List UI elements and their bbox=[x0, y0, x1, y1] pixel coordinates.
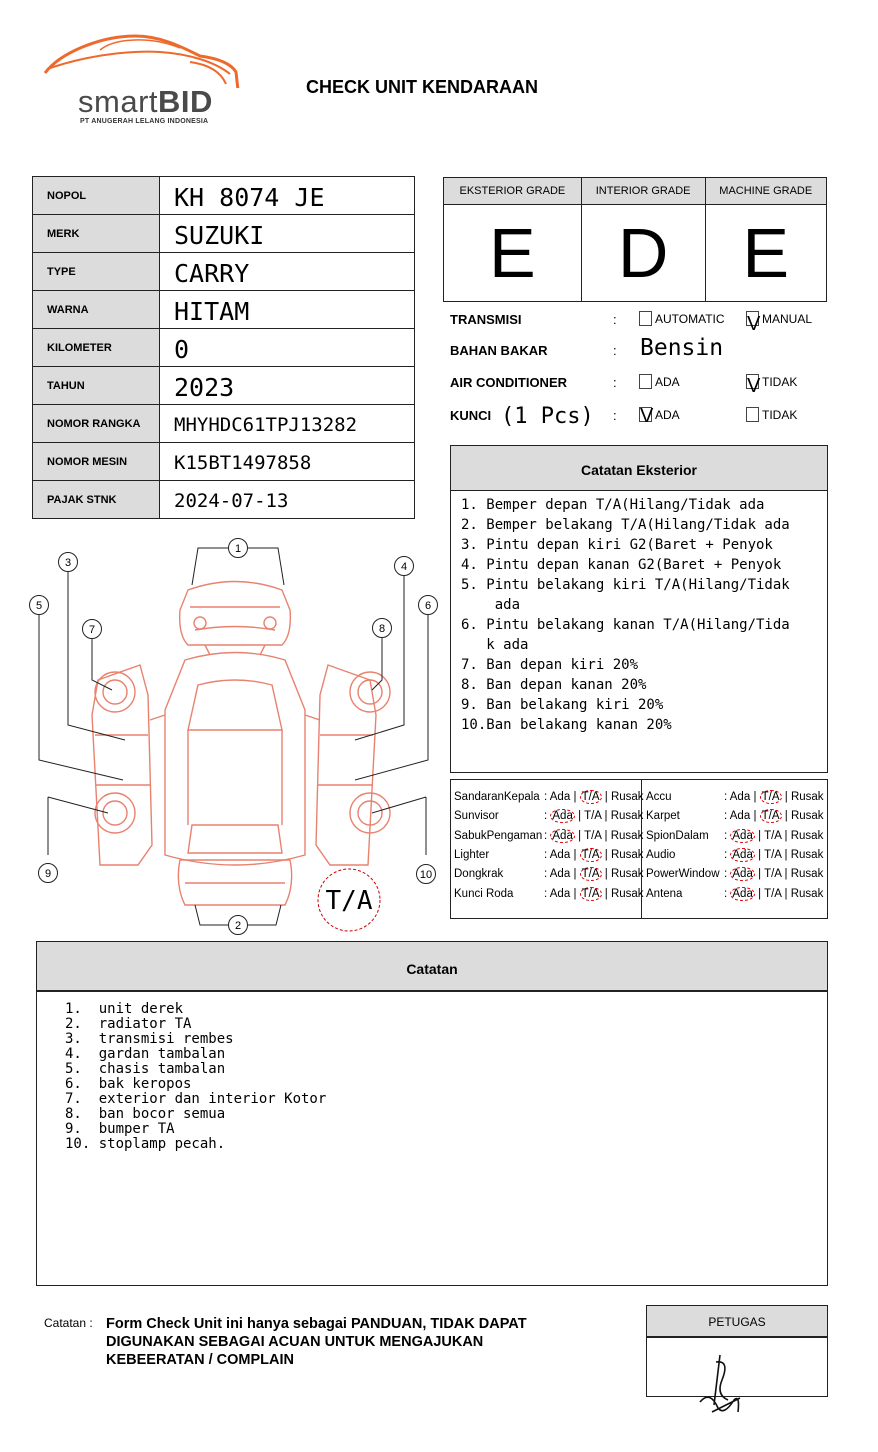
list-item: 8. Ban depan kanan 20% bbox=[461, 677, 647, 693]
option-ada[interactable]: Ada bbox=[549, 887, 571, 900]
spec-bahan-bakar bbox=[443, 337, 827, 365]
option-rusak[interactable]: Rusak bbox=[610, 887, 644, 900]
option-separator: | bbox=[753, 810, 757, 823]
logo-subtitle: PT ANUGERAH LELANG INDONESIA bbox=[80, 118, 209, 125]
accessory-options: : Ada | T/A | Rusak bbox=[724, 791, 824, 803]
spec-kunci bbox=[443, 402, 827, 430]
info-row bbox=[33, 367, 415, 405]
option-ada[interactable]: Ada bbox=[732, 887, 753, 900]
info-value: 0 bbox=[160, 329, 415, 367]
option-separator: | bbox=[758, 848, 762, 861]
option-ada[interactable]: Ada bbox=[732, 848, 753, 861]
info-value: KH 8074 JE bbox=[160, 177, 415, 215]
option-separator: | bbox=[758, 829, 762, 842]
info-label: TAHUN bbox=[33, 367, 160, 405]
info-value: MHYHDC61TPJ13282 bbox=[160, 405, 415, 443]
spec-label: AIR CONDITIONER bbox=[450, 375, 567, 390]
info-row bbox=[33, 215, 415, 253]
ac-tidak-label: TIDAK bbox=[762, 375, 798, 389]
list-item: 2. Bemper belakang T/A(Hilang/Tidak ada bbox=[461, 517, 790, 533]
option-separator: | bbox=[758, 887, 762, 900]
option-ada[interactable]: Ada bbox=[732, 868, 753, 881]
option-separator: | bbox=[604, 810, 608, 823]
info-row bbox=[33, 405, 415, 443]
option-separator: | bbox=[573, 848, 577, 861]
accessory-name: PowerWindow bbox=[646, 868, 720, 881]
list-item: 6. Pintu belakang kanan T/A(Hilang/Tida bbox=[461, 617, 790, 633]
option-ada[interactable]: Ada bbox=[549, 791, 571, 803]
accessory-name: Antena bbox=[646, 887, 683, 900]
option-ta[interactable]: T/A bbox=[581, 848, 600, 861]
automatic-label: AUTOMATIC bbox=[655, 312, 725, 326]
list-item: 1. unit derek bbox=[65, 1001, 184, 1017]
info-value: 2023 bbox=[160, 367, 415, 405]
kunci-ada-check-mark: V bbox=[640, 405, 654, 427]
option-separator: | bbox=[784, 810, 788, 823]
accessory-options: : Ada | T/A | Rusak bbox=[724, 868, 824, 881]
option-ada[interactable]: Ada bbox=[552, 810, 573, 823]
option-separator: | bbox=[604, 848, 608, 861]
marker-label: 3 bbox=[64, 557, 72, 569]
car-swoosh-icon bbox=[40, 28, 250, 88]
marker-label: 4 bbox=[400, 561, 408, 573]
option-separator: | bbox=[578, 829, 582, 842]
option-rusak[interactable]: Rusak bbox=[790, 810, 824, 823]
accessory-options: : Ada | T/A | Rusak bbox=[544, 791, 644, 803]
grade-value-interior: D bbox=[581, 205, 705, 302]
option-separator: | bbox=[573, 791, 577, 803]
accessory-name: Karpet bbox=[646, 810, 680, 823]
notes-title: Catatan bbox=[37, 942, 827, 992]
vehicle-info-table bbox=[32, 176, 415, 519]
diagram-markers bbox=[30, 539, 438, 935]
list-item: 5. chasis tambalan bbox=[65, 1061, 226, 1077]
option-ta[interactable]: T/A bbox=[584, 810, 602, 823]
footer-disclaimer: Form Check Unit ini hanya sebagai PANDUAN, TIDAK DAPAT DIGUNAKAN SEBAGAI ACUAN UNTUK MENGAJUKAN KEBEERATAN / COMPLAIN bbox=[106, 1316, 527, 1368]
list-item: ada bbox=[461, 597, 521, 613]
accessory-name: Audio bbox=[646, 848, 676, 861]
accessory-name: SandaranKepala bbox=[454, 791, 540, 803]
option-separator: | bbox=[578, 810, 582, 823]
kunci-ada-label: ADA bbox=[655, 408, 680, 422]
info-row bbox=[33, 481, 415, 519]
kunci-tidak-checkbox[interactable] bbox=[746, 407, 759, 422]
option-ada[interactable]: Ada bbox=[549, 868, 571, 881]
option-separator: | bbox=[753, 791, 757, 803]
accessory-options: : Ada | T/A | Rusak bbox=[544, 829, 644, 842]
manual-check-mark: V bbox=[747, 313, 761, 335]
footer-label: Catatan : bbox=[44, 1316, 93, 1330]
signature-icon bbox=[690, 1350, 760, 1420]
spec-transmisi bbox=[443, 306, 827, 334]
accessory-options: : Ada | T/A | Rusak bbox=[544, 887, 644, 900]
option-separator: | bbox=[784, 887, 788, 900]
info-row bbox=[33, 291, 415, 329]
option-rusak[interactable]: Rusak bbox=[610, 868, 644, 881]
option-separator: | bbox=[573, 868, 577, 881]
info-row bbox=[33, 177, 415, 215]
info-label: TYPE bbox=[33, 253, 160, 291]
option-ta[interactable]: T/A bbox=[581, 887, 600, 900]
option-rusak[interactable]: Rusak bbox=[610, 829, 644, 842]
option-rusak[interactable]: Rusak bbox=[790, 791, 824, 803]
list-item: 5. Pintu belakang kiri T/A(Hilang/Tidak bbox=[461, 577, 790, 593]
option-separator: | bbox=[573, 887, 577, 900]
option-separator: | bbox=[784, 868, 788, 881]
info-row bbox=[33, 329, 415, 367]
list-item: 9. Ban belakang kiri 20% bbox=[461, 697, 664, 713]
info-value: K15BT1497858 bbox=[160, 443, 415, 481]
info-label: WARNA bbox=[33, 291, 160, 329]
exterior-notes-panel bbox=[450, 445, 828, 773]
spec-colon: : bbox=[613, 343, 617, 358]
option-separator: | bbox=[758, 868, 762, 881]
company-logo bbox=[40, 28, 250, 133]
kunci-tidak-label: TIDAK bbox=[762, 408, 798, 422]
option-ta[interactable]: T/A bbox=[764, 868, 782, 881]
list-item: 6. bak keropos bbox=[65, 1076, 192, 1092]
option-ta[interactable]: T/A bbox=[584, 829, 602, 842]
list-item: 3. transmisi rembes bbox=[65, 1031, 234, 1047]
info-value: HITAM bbox=[160, 291, 415, 329]
option-separator: | bbox=[784, 791, 788, 803]
manual-label: MANUAL bbox=[762, 312, 813, 326]
accessory-options: : Ada | T/A | Rusak bbox=[724, 829, 824, 842]
accessory-options: : Ada | T/A | Rusak bbox=[544, 810, 644, 823]
accessory-name: Kunci Roda bbox=[454, 887, 514, 900]
option-ta[interactable]: T/A bbox=[581, 868, 600, 881]
option-rusak[interactable]: Rusak bbox=[790, 887, 824, 900]
officer-title: PETUGAS bbox=[647, 1306, 827, 1338]
list-item: 9. bumper TA bbox=[65, 1121, 175, 1137]
logo-wordmark: smartBID bbox=[78, 84, 213, 119]
spec-label: KUNCI bbox=[450, 408, 492, 423]
list-item: 10.Ban belakang kanan 20% bbox=[461, 717, 672, 733]
spec-colon: : bbox=[613, 408, 617, 423]
car-damage-diagram bbox=[20, 535, 448, 940]
option-separator: | bbox=[604, 887, 608, 900]
marker-label: 9 bbox=[44, 868, 52, 880]
info-label: PAJAK STNK bbox=[33, 481, 160, 519]
marker-label: 7 bbox=[88, 624, 96, 636]
spec-ac bbox=[443, 369, 827, 397]
fuel-value: Bensin bbox=[640, 335, 724, 361]
accessory-name: Accu bbox=[646, 791, 672, 803]
info-value: 2024-07-13 bbox=[160, 481, 415, 519]
option-rusak[interactable]: Rusak bbox=[610, 848, 644, 861]
spec-colon: : bbox=[613, 312, 617, 327]
spec-label: BAHAN BAKAR bbox=[450, 343, 548, 358]
list-item: 7. Ban depan kiri 20% bbox=[461, 657, 639, 673]
info-row bbox=[33, 443, 415, 481]
grade-table bbox=[443, 177, 827, 302]
list-item: 2. radiator TA bbox=[65, 1016, 192, 1032]
accessory-options: : Ada | T/A | Rusak bbox=[544, 868, 644, 881]
list-item: 4. gardan tambalan bbox=[65, 1046, 226, 1062]
option-rusak[interactable]: Rusak bbox=[790, 848, 824, 861]
option-ada[interactable]: Ada bbox=[729, 810, 751, 823]
marker-leaders bbox=[39, 548, 428, 925]
accessories-panel bbox=[450, 779, 828, 919]
ac-ada-label: ADA bbox=[655, 375, 680, 389]
marker-label: 6 bbox=[424, 600, 432, 612]
option-ta[interactable]: T/A bbox=[764, 887, 782, 900]
option-separator: | bbox=[604, 791, 608, 803]
accessory-options: : Ada | T/A | Rusak bbox=[724, 810, 824, 823]
option-rusak[interactable]: Rusak bbox=[790, 829, 824, 842]
info-value: CARRY bbox=[160, 253, 415, 291]
marker-label: 2 bbox=[234, 920, 242, 932]
spec-label: TRANSMISI bbox=[450, 312, 522, 327]
accessory-name: SabukPengaman bbox=[454, 829, 543, 842]
grade-header-exterior: EKSTERIOR GRADE bbox=[444, 178, 582, 205]
option-ta[interactable]: T/A bbox=[764, 848, 782, 861]
info-label: NOPOL bbox=[33, 177, 160, 215]
list-item: 3. Pintu depan kiri G2(Baret + Penyok bbox=[461, 537, 773, 553]
marker-label: 1 bbox=[234, 543, 242, 555]
option-ta[interactable]: T/A bbox=[581, 791, 600, 803]
car-outline bbox=[92, 582, 390, 906]
option-separator: | bbox=[784, 829, 788, 842]
info-label: MERK bbox=[33, 215, 160, 253]
info-label: NOMOR MESIN bbox=[33, 443, 160, 481]
marker-label: 10 bbox=[419, 869, 433, 881]
option-ta[interactable]: T/A bbox=[761, 791, 780, 803]
ac-ada-checkbox[interactable] bbox=[639, 374, 652, 389]
notes-panel bbox=[36, 941, 828, 1286]
list-item: k ada bbox=[461, 637, 529, 653]
option-ada[interactable]: Ada bbox=[552, 829, 573, 842]
grade-header-machine: MACHINE GRADE bbox=[705, 178, 826, 205]
marker-label: 8 bbox=[378, 623, 386, 635]
option-separator: | bbox=[784, 848, 788, 861]
info-label: KILOMETER bbox=[33, 329, 160, 367]
list-item: 4. Pintu depan kanan G2(Baret + Penyok bbox=[461, 557, 782, 573]
option-separator: | bbox=[604, 868, 608, 881]
grade-header-interior: INTERIOR GRADE bbox=[581, 178, 705, 205]
ac-tidak-check-mark: V bbox=[747, 375, 761, 397]
accessory-options: : Ada | T/A | Rusak bbox=[544, 848, 644, 861]
key-count: (1 Pcs) bbox=[501, 404, 594, 429]
marker-label: 5 bbox=[35, 600, 43, 612]
accessory-name: Dongkrak bbox=[454, 868, 504, 881]
option-rusak[interactable]: Rusak bbox=[790, 868, 824, 881]
grade-value-machine: E bbox=[705, 205, 826, 302]
grade-value-exterior: E bbox=[444, 205, 582, 302]
accessory-name: SpionDalam bbox=[646, 829, 709, 842]
list-item: 7. exterior dan interior Kotor bbox=[65, 1091, 327, 1107]
accessory-options: : Ada | T/A | Rusak bbox=[724, 848, 824, 861]
option-ada[interactable]: Ada bbox=[549, 848, 571, 861]
info-row bbox=[33, 253, 415, 291]
accessory-name: Sunvisor bbox=[454, 810, 499, 823]
automatic-checkbox[interactable] bbox=[639, 311, 652, 326]
ta-stamp-text: T/A bbox=[325, 886, 373, 916]
option-ta[interactable]: T/A bbox=[761, 810, 780, 823]
option-rusak[interactable]: Rusak bbox=[610, 810, 644, 823]
option-separator: | bbox=[604, 829, 608, 842]
info-value: SUZUKI bbox=[160, 215, 415, 253]
exterior-notes-list bbox=[451, 491, 827, 735]
page-title: CHECK UNIT KENDARAAN bbox=[306, 77, 538, 97]
accessory-name: Lighter bbox=[454, 848, 490, 861]
option-ta[interactable]: T/A bbox=[764, 829, 782, 842]
spec-colon: : bbox=[613, 375, 617, 390]
list-item: 10. stoplamp pecah. bbox=[65, 1136, 226, 1152]
info-label: NOMOR RANGKA bbox=[33, 405, 160, 443]
accessory-options: : Ada | T/A | Rusak bbox=[724, 887, 824, 900]
option-ada[interactable]: Ada bbox=[732, 829, 753, 842]
notes-list bbox=[37, 992, 827, 1152]
option-rusak[interactable]: Rusak bbox=[610, 791, 644, 803]
option-ada[interactable]: Ada bbox=[729, 791, 751, 803]
list-item: 1. Bemper depan T/A(Hilang/Tidak ada bbox=[461, 497, 765, 513]
exterior-notes-title: Catatan Eksterior bbox=[451, 446, 827, 491]
list-item: 8. ban bocor semua bbox=[65, 1106, 226, 1122]
